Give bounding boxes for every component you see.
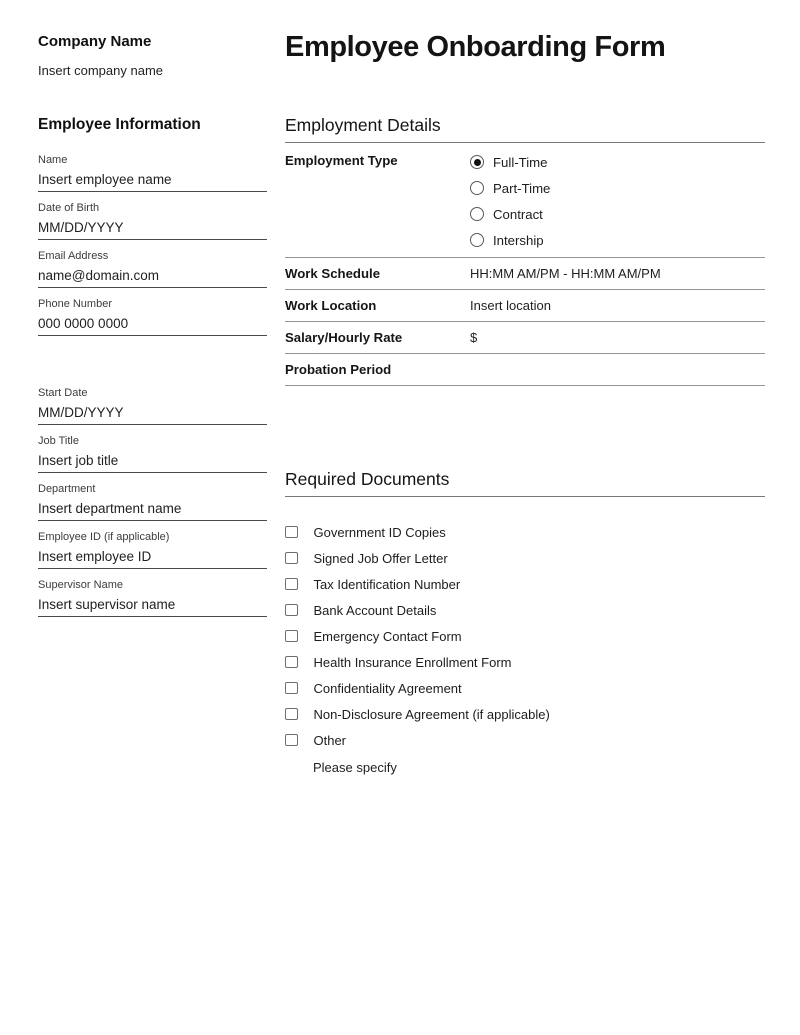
checkbox-item-nda[interactable] (285, 701, 765, 727)
checkbox-item-other[interactable] (285, 727, 765, 753)
field-job-title (38, 434, 267, 473)
field-email-address (38, 249, 267, 288)
probation-period-row (285, 354, 765, 385)
company-name-field[interactable]: Insert company name (38, 63, 164, 78)
radio-button-icon[interactable] (470, 155, 484, 169)
checkbox-icon[interactable] (285, 708, 298, 721)
checkbox-icon[interactable] (285, 682, 298, 695)
field-name-input[interactable]: Insert employee name (38, 172, 172, 187)
field-name (38, 153, 267, 192)
work-schedule-label: Work Schedule (285, 266, 381, 281)
left-column (38, 33, 267, 617)
checkbox-label: Government ID Copies (313, 524, 446, 540)
work-location-label: Work Location (285, 298, 377, 313)
checkbox-icon[interactable] (285, 552, 298, 565)
field-date-of-birth (38, 201, 267, 240)
field-date-of-birth-input[interactable]: MM/DD/YYYY (38, 220, 124, 235)
field-department (38, 482, 267, 521)
radio-option-intership[interactable] (470, 227, 550, 253)
checkbox-label: Health Insurance Enrollment Form (313, 654, 512, 670)
radio-button-icon[interactable] (470, 181, 484, 195)
checkbox-icon[interactable] (285, 630, 298, 643)
checkbox-label: Signed Job Offer Letter (313, 550, 448, 566)
required-documents-divider (285, 496, 765, 497)
field-name-label: Name (38, 154, 68, 166)
checkbox-icon[interactable] (285, 578, 298, 591)
radio-option-part-time[interactable] (470, 175, 550, 201)
field-supervisor-name-input[interactable]: Insert supervisor name (38, 597, 176, 612)
field-email-address-label: Email Address (38, 250, 109, 262)
checkbox-label: Bank Account Details (313, 602, 437, 618)
field-phone-number-label: Phone Number (38, 298, 112, 310)
checkbox-icon[interactable] (285, 526, 298, 539)
radio-option-contract[interactable] (470, 201, 550, 227)
salary-rate-value[interactable]: $ (470, 330, 478, 345)
field-start-date-input[interactable]: MM/DD/YYYY (38, 405, 124, 420)
company-name-label: Company Name (38, 33, 152, 50)
field-supervisor-name-label: Supervisor Name (38, 579, 123, 591)
field-employee-id-input[interactable]: Insert employee ID (38, 549, 152, 564)
radio-button-icon[interactable] (470, 207, 484, 221)
checkbox-icon[interactable] (285, 734, 298, 747)
radio-option-full-time[interactable] (470, 149, 550, 175)
employment-type-label: Employment Type (285, 153, 398, 168)
checkbox-label: Other (313, 732, 347, 748)
checkbox-label: Tax Identification Number (313, 576, 461, 592)
checkbox-icon[interactable] (285, 604, 298, 617)
radio-button-icon[interactable] (470, 233, 484, 247)
checkbox-item-job-offer-letter[interactable] (285, 545, 765, 571)
work-schedule-value[interactable]: HH:MM AM/PM - HH:MM AM/PM (470, 266, 661, 281)
checkbox-icon[interactable] (285, 656, 298, 669)
radio-option-label: Intership (493, 232, 544, 248)
page-title: Employee Onboarding Form (285, 31, 666, 63)
checkbox-item-bank-account[interactable] (285, 597, 765, 623)
field-date-of-birth-label: Date of Birth (38, 202, 100, 214)
employment-type-options (470, 149, 550, 253)
employment-details-heading: Employment Details (285, 115, 441, 135)
work-location-row (285, 290, 765, 321)
checkbox-item-health-insurance[interactable] (285, 649, 765, 675)
field-phone-number-input[interactable]: 000 0000 0000 (38, 316, 129, 331)
radio-option-label: Contract (493, 206, 543, 222)
checkbox-item-tax-id[interactable] (285, 571, 765, 597)
checkbox-item-government-id[interactable] (285, 519, 765, 545)
field-email-address-input[interactable]: name@domain.com (38, 268, 160, 283)
salary-rate-label: Salary/Hourly Rate (285, 330, 403, 345)
checkbox-item-confidentiality[interactable] (285, 675, 765, 701)
work-location-value[interactable]: Insert location (470, 298, 551, 313)
field-phone-number (38, 297, 267, 336)
field-employee-id (38, 530, 267, 569)
radio-option-label: Full-Time (493, 154, 548, 170)
checkbox-label: Non-Disclosure Agreement (if applicable) (313, 706, 550, 722)
field-job-title-label: Job Title (38, 435, 79, 447)
employee-information-fields (38, 153, 267, 617)
probation-period-label: Probation Period (285, 362, 392, 377)
employment-type-row (285, 143, 765, 253)
field-employee-id-label: Employee ID (if applicable) (38, 531, 170, 543)
employee-information-heading: Employee Information (38, 116, 201, 133)
required-documents-heading: Required Documents (285, 469, 450, 489)
radio-option-label: Part-Time (493, 180, 551, 196)
checkbox-label: Emergency Contact Form (313, 628, 462, 644)
field-department-input[interactable]: Insert department name (38, 501, 182, 516)
field-start-date-label: Start Date (38, 387, 88, 399)
work-schedule-row (285, 258, 765, 289)
required-documents-list (285, 519, 765, 753)
checkbox-label: Confidentiality Agreement (313, 680, 462, 696)
row-divider (285, 385, 765, 386)
field-department-label: Department (38, 483, 96, 495)
other-specify-field[interactable]: Please specify (313, 760, 397, 775)
checkbox-item-emergency-contact[interactable] (285, 623, 765, 649)
right-column (285, 0, 765, 776)
salary-rate-row (285, 322, 765, 353)
field-supervisor-name (38, 578, 267, 617)
field-job-title-input[interactable]: Insert job title (38, 453, 119, 468)
field-start-date (38, 386, 267, 425)
